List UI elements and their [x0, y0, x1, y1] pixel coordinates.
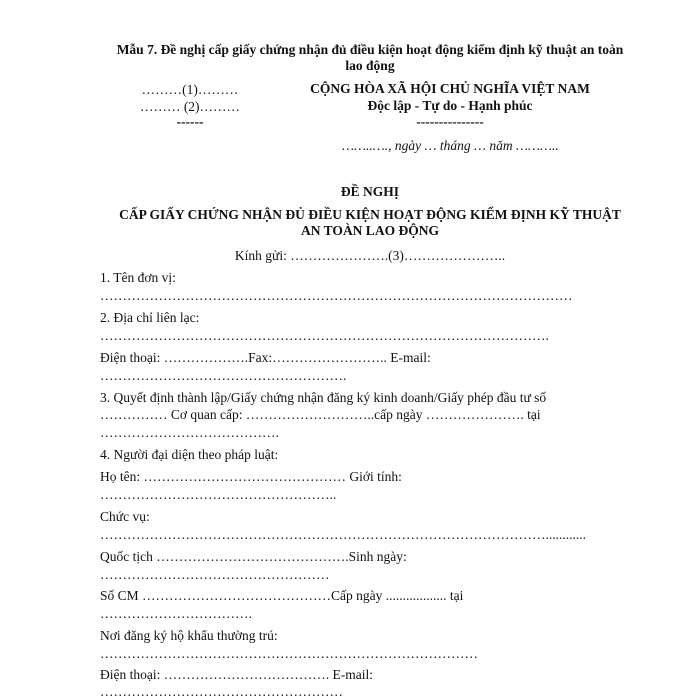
nation-motto: Độc lập - Tự do - Hạnh phúc — [367, 98, 533, 113]
field-role-dots: ………………………………………………………………………………………............ — [100, 527, 586, 542]
field-license-line2: …………… Cơ quan cấp: ………………………..cấp ngày …………………. tại — [100, 407, 541, 422]
org-rule: ------ — [176, 114, 204, 129]
field-nationality-dots: …………………………………………… — [100, 567, 330, 582]
field-address-dots: ………………………………………………………………………………………. — [100, 328, 549, 343]
field-nationality-line: Quốc tịch …………………………………….Sinh ngày: — [100, 549, 407, 564]
field-name-line: Họ tên: ……………………………………… Giới tính: — [100, 469, 402, 484]
org-line2: ……… (2)……… — [139, 99, 241, 114]
motto-rule: --------------- — [416, 114, 484, 129]
field-unit-name-label: 1. Tên đơn vị: — [100, 270, 176, 285]
field-representative-label: 4. Người đại diện theo pháp luật: — [100, 447, 279, 462]
field-contact-line: Điện thoại: ……………….Fax:…………………….. E-mail: — [100, 350, 431, 365]
field-role-label: Chức vụ: — [100, 509, 150, 524]
field-phone2-dots: ……………………………………………… — [100, 684, 343, 699]
field-phone2-line: Điện thoại: ………………………………. E-mail: — [100, 667, 373, 682]
field-address-label: 2. Địa chỉ liên lạc: — [100, 310, 200, 325]
recipient-line: Kính gửi: ………………….(3)………………….. — [234, 248, 506, 263]
form-title-line2: lao động — [345, 58, 395, 73]
doc-heading: ĐỀ NGHỊ — [340, 184, 400, 199]
field-name-dots: …………………………………………….. — [100, 487, 337, 502]
field-id-line: Số CM ……………………………………Cấp ngày .................. tại — [100, 588, 464, 603]
field-license-line1: 3. Quyết định thành lập/Giấy chứng nhận đăng ký kinh doanh/Giấy phép đầu tư số — [100, 390, 547, 405]
nation-title: CỘNG HÒA XÃ HỘI CHỦ NGHĨA VIỆT NAM — [310, 81, 590, 96]
field-residence-dots: ………………………………………………………………………… — [100, 646, 478, 661]
form-title-line1: Mẫu 7. Đề nghị cấp giấy chứng nhận đủ điều kiện hoạt động kiểm định kỹ thuật an toàn — [116, 42, 624, 57]
org-line1: ………(1)……… — [141, 82, 239, 97]
doc-subheading-line2: AN TOÀN LAO ĐỘNG — [301, 223, 439, 238]
field-id-dots: ……………………………. — [100, 606, 252, 621]
field-contact-dots: ………………………………………………. — [100, 368, 347, 383]
field-unit-name-dots: …………………………………………………………………………………………… — [100, 288, 573, 303]
field-license-line3: …………………………………. — [100, 425, 279, 440]
date-line: ……..…., ngày … tháng … năm ……….. — [342, 138, 559, 153]
doc-subheading-line1: CẤP GIẤY CHỨNG NHẬN ĐỦ ĐIỀU KIỆN HOẠT ĐỘNG KIỂM ĐỊNH KỸ THUẬT — [119, 207, 621, 222]
field-residence-label: Nơi đăng ký hộ khẩu thường trú: — [100, 628, 278, 643]
